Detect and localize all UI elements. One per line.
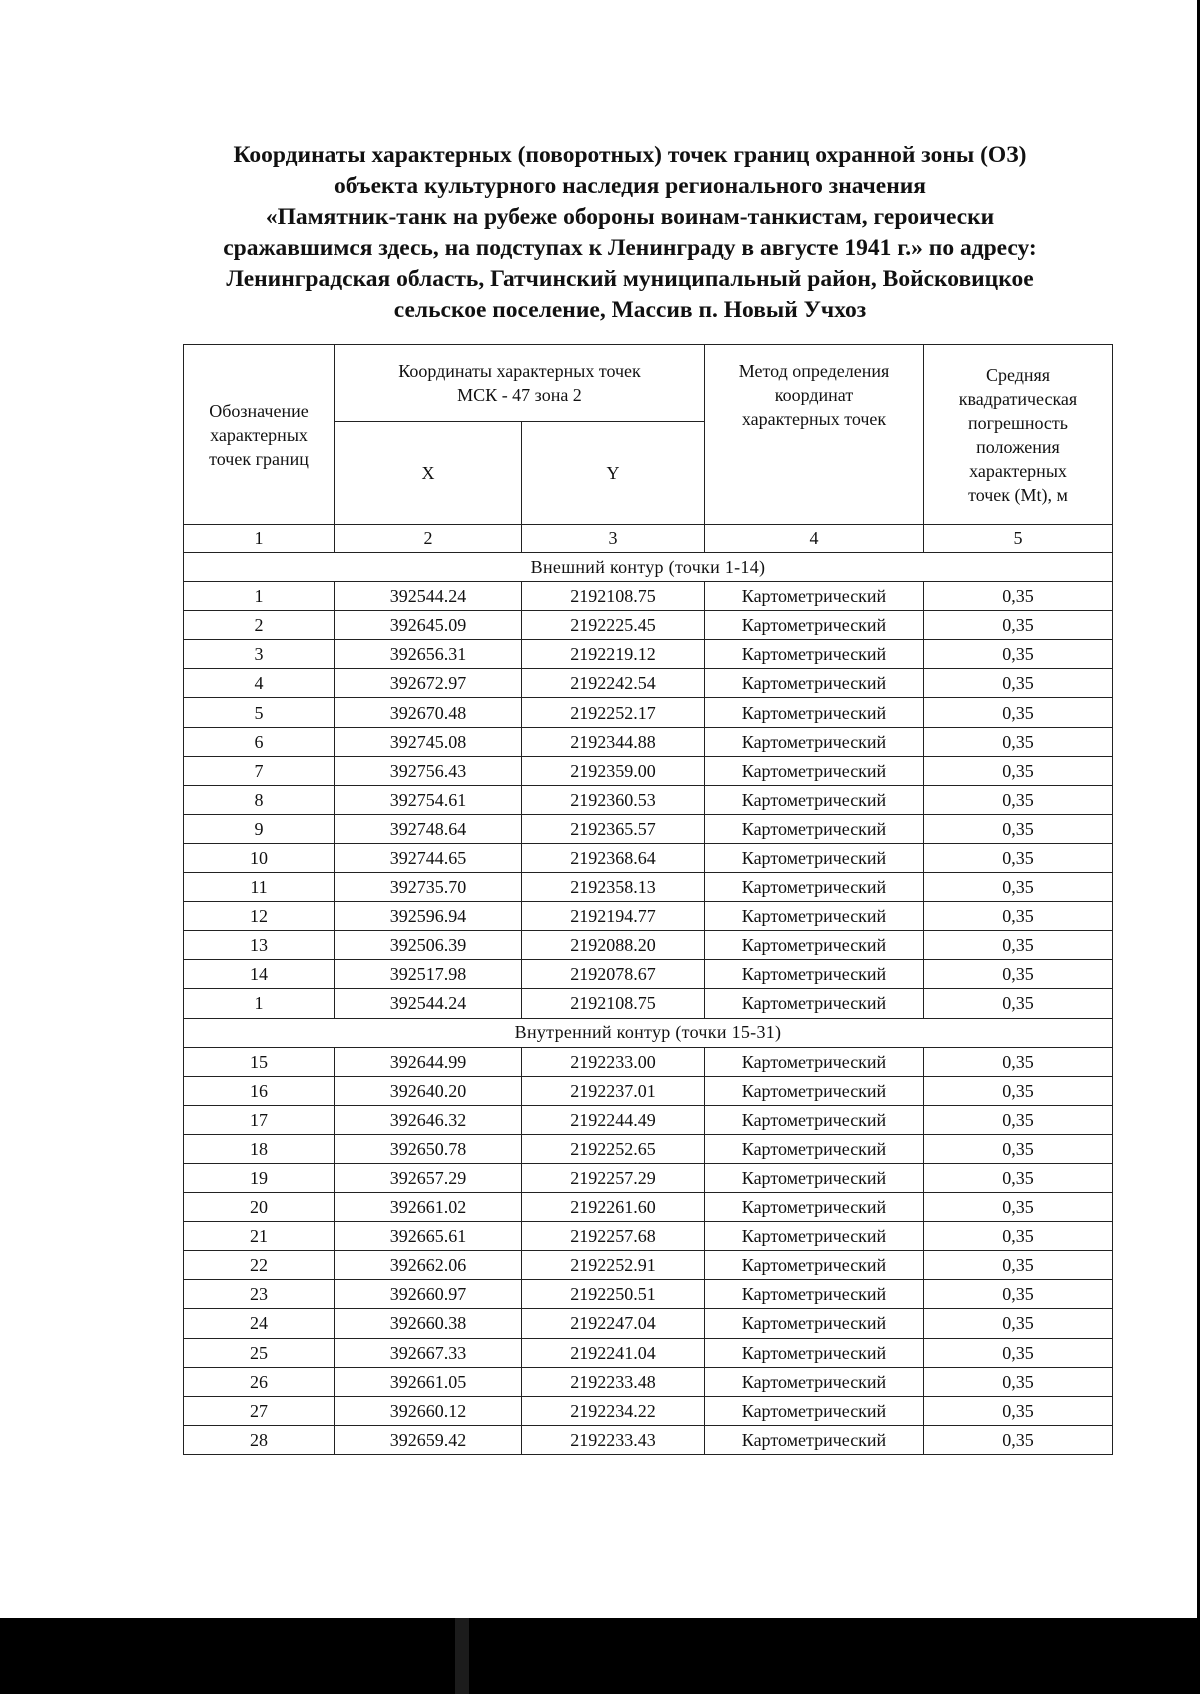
- cell-x: 392596.94: [335, 902, 522, 931]
- cell-y: 2192257.68: [522, 1222, 705, 1251]
- header-line: МСК - 47 зона 2: [457, 385, 582, 405]
- cell-point-id: 15: [184, 1047, 335, 1076]
- cell-y: 2192194.77: [522, 902, 705, 931]
- cell-y: 2192359.00: [522, 756, 705, 785]
- cell-mean-error: 0,35: [924, 1280, 1113, 1309]
- scan-border-bottom: [0, 1618, 1200, 1694]
- cell-x: 392646.32: [335, 1105, 522, 1134]
- cell-method: Картометрический: [705, 611, 924, 640]
- cell-mean-error: 0,35: [924, 1396, 1113, 1425]
- cell-y: 2192242.54: [522, 669, 705, 698]
- cell-point-id: 13: [184, 931, 335, 960]
- cell-mean-error: 0,35: [924, 669, 1113, 698]
- cell-point-id: 21: [184, 1222, 335, 1251]
- cell-method: Картометрический: [705, 669, 924, 698]
- cell-method: Картометрический: [705, 843, 924, 872]
- cell-method: Картометрический: [705, 698, 924, 727]
- cell-method: Картометрический: [705, 1105, 924, 1134]
- title-line: сельское поселение, Массив п. Новый Учхоз: [393, 297, 867, 323]
- header-point-id: [184, 345, 335, 525]
- cell-x: 392661.05: [335, 1367, 522, 1396]
- table-row: [184, 1163, 1113, 1192]
- header-line: квадратическая: [958, 388, 1078, 409]
- cell-mean-error: 0,35: [924, 1251, 1113, 1280]
- cell-method: Картометрический: [705, 1309, 924, 1338]
- header-y: Y: [522, 422, 705, 525]
- cell-method: Картометрический: [705, 1222, 924, 1251]
- cell-method: Картометрический: [705, 1396, 924, 1425]
- cell-method: Картометрический: [705, 1163, 924, 1192]
- table-row: [184, 727, 1113, 756]
- cell-y: 2192360.53: [522, 785, 705, 814]
- table-row: [184, 873, 1113, 902]
- cell-y: 2192257.29: [522, 1163, 705, 1192]
- header-line: Метод определения: [738, 361, 890, 381]
- cell-x: 392735.70: [335, 873, 522, 902]
- table-row: [184, 902, 1113, 931]
- cell-x: 392670.48: [335, 698, 522, 727]
- table-row: [184, 1338, 1113, 1367]
- cell-mean-error: 0,35: [924, 1338, 1113, 1367]
- cell-point-id: 20: [184, 1193, 335, 1222]
- cell-point-id: 28: [184, 1425, 335, 1454]
- cell-y: 2192225.45: [522, 611, 705, 640]
- cell-mean-error: 0,35: [924, 1134, 1113, 1163]
- table-row: [184, 1105, 1113, 1134]
- cell-x: 392665.61: [335, 1222, 522, 1251]
- cell-method: Картометрический: [705, 640, 924, 669]
- cell-mean-error: 0,35: [924, 640, 1113, 669]
- cell-x: 392640.20: [335, 1076, 522, 1105]
- cell-mean-error: 0,35: [924, 611, 1113, 640]
- cell-method: Картометрический: [705, 1251, 924, 1280]
- cell-point-id: 9: [184, 814, 335, 843]
- header-coordinates-group: [335, 345, 705, 422]
- table-row: [184, 843, 1113, 872]
- cell-x: 392672.97: [335, 669, 522, 698]
- cell-x: 392544.24: [335, 582, 522, 611]
- cell-mean-error: 0,35: [924, 1163, 1113, 1192]
- cell-method: Картометрический: [705, 989, 924, 1018]
- cell-point-id: 22: [184, 1251, 335, 1280]
- table-row: [184, 989, 1113, 1018]
- cell-point-id: 19: [184, 1163, 335, 1192]
- cell-x: 392660.97: [335, 1280, 522, 1309]
- column-number: 2: [335, 525, 522, 553]
- header-line: Обозначение: [209, 400, 309, 421]
- table-row: [184, 960, 1113, 989]
- table-row: [184, 756, 1113, 785]
- cell-point-id: 1: [184, 989, 335, 1018]
- cell-mean-error: 0,35: [924, 1076, 1113, 1105]
- cell-method: Картометрический: [705, 1367, 924, 1396]
- cell-y: 2192252.65: [522, 1134, 705, 1163]
- cell-method: Картометрический: [705, 1134, 924, 1163]
- cell-method: Картометрический: [705, 1280, 924, 1309]
- cell-y: 2192078.67: [522, 960, 705, 989]
- cell-point-id: 26: [184, 1367, 335, 1396]
- column-number: 3: [522, 525, 705, 553]
- cell-mean-error: 0,35: [924, 1047, 1113, 1076]
- cell-y: 2192088.20: [522, 931, 705, 960]
- column-number: 4: [705, 525, 924, 553]
- table-row: [184, 785, 1113, 814]
- section-label: Внутренний контур (точки 15-31): [184, 1018, 1113, 1047]
- cell-method: Картометрический: [705, 1076, 924, 1105]
- table-row: [184, 1251, 1113, 1280]
- cell-x: 392657.29: [335, 1163, 522, 1192]
- cell-y: 2192233.00: [522, 1047, 705, 1076]
- cell-x: 392506.39: [335, 931, 522, 960]
- table-row: [184, 582, 1113, 611]
- cell-x: 392662.06: [335, 1251, 522, 1280]
- cell-mean-error: 0,35: [924, 756, 1113, 785]
- section-row: [184, 1018, 1113, 1047]
- cell-y: 2192250.51: [522, 1280, 705, 1309]
- cell-x: 392644.99: [335, 1047, 522, 1076]
- header-line: Средняя: [985, 364, 1051, 385]
- header-line: характерных точек: [741, 409, 887, 429]
- table-row: [184, 1076, 1113, 1105]
- header-method: [705, 345, 924, 525]
- cell-y: 2192108.75: [522, 582, 705, 611]
- cell-point-id: 24: [184, 1309, 335, 1338]
- cell-method: Картометрический: [705, 902, 924, 931]
- table-row: [184, 931, 1113, 960]
- cell-method: Картометрический: [705, 1047, 924, 1076]
- cell-method: Картометрический: [705, 931, 924, 960]
- cell-x: 392756.43: [335, 756, 522, 785]
- table-row: [184, 1047, 1113, 1076]
- title-line: «Памятник-танк на рубеже обороны воинам-танкистам, героически: [265, 204, 995, 230]
- cell-x: 392745.08: [335, 727, 522, 756]
- cell-point-id: 11: [184, 873, 335, 902]
- cell-mean-error: 0,35: [924, 814, 1113, 843]
- column-number: 1: [184, 525, 335, 553]
- coordinates-table: [183, 344, 1113, 1455]
- table-row: [184, 640, 1113, 669]
- table-row: [184, 1396, 1113, 1425]
- cell-point-id: 3: [184, 640, 335, 669]
- cell-mean-error: 0,35: [924, 989, 1113, 1018]
- table-row: [184, 669, 1113, 698]
- cell-point-id: 14: [184, 960, 335, 989]
- cell-x: 392744.65: [335, 843, 522, 872]
- cell-point-id: 8: [184, 785, 335, 814]
- cell-method: Картометрический: [705, 814, 924, 843]
- column-number: 5: [924, 525, 1113, 553]
- table-row: [184, 814, 1113, 843]
- cell-point-id: 17: [184, 1105, 335, 1134]
- section-label: Внешний контур (точки 1-14): [184, 553, 1113, 582]
- table-row: [184, 1280, 1113, 1309]
- cell-x: 392656.31: [335, 640, 522, 669]
- cell-x: 392667.33: [335, 1338, 522, 1367]
- cell-y: 2192365.57: [522, 814, 705, 843]
- cell-x: 392748.64: [335, 814, 522, 843]
- cell-method: Картометрический: [705, 756, 924, 785]
- cell-method: Картометрический: [705, 582, 924, 611]
- cell-method: Картометрический: [705, 960, 924, 989]
- cell-y: 2192368.64: [522, 843, 705, 872]
- cell-y: 2192237.01: [522, 1076, 705, 1105]
- cell-method: Картометрический: [705, 785, 924, 814]
- cell-method: Картометрический: [705, 873, 924, 902]
- cell-mean-error: 0,35: [924, 1222, 1113, 1251]
- cell-y: 2192233.48: [522, 1367, 705, 1396]
- header-line: характерных: [969, 460, 1067, 481]
- header-line: положения: [976, 436, 1060, 457]
- cell-y: 2192252.91: [522, 1251, 705, 1280]
- cell-mean-error: 0,35: [924, 843, 1113, 872]
- cell-point-id: 18: [184, 1134, 335, 1163]
- cell-point-id: 23: [184, 1280, 335, 1309]
- cell-y: 2192358.13: [522, 873, 705, 902]
- title-line: сражавшимся здесь, на подступах к Ленинграду в августе 1941 г.» по адресу:: [223, 235, 1037, 261]
- cell-y: 2192252.17: [522, 698, 705, 727]
- cell-point-id: 10: [184, 843, 335, 872]
- cell-y: 2192108.75: [522, 989, 705, 1018]
- cell-x: 392517.98: [335, 960, 522, 989]
- cell-y: 2192234.22: [522, 1396, 705, 1425]
- cell-mean-error: 0,35: [924, 785, 1113, 814]
- header-line: погрешность: [967, 412, 1068, 433]
- cell-point-id: 5: [184, 698, 335, 727]
- header-line: точек границ: [209, 448, 309, 469]
- table-row: [184, 611, 1113, 640]
- cell-mean-error: 0,35: [924, 698, 1113, 727]
- cell-y: 2192241.04: [522, 1338, 705, 1367]
- table-row: [184, 1193, 1113, 1222]
- scan-border-seam: [455, 1618, 469, 1694]
- cell-point-id: 25: [184, 1338, 335, 1367]
- cell-mean-error: 0,35: [924, 1193, 1113, 1222]
- cell-y: 2192247.04: [522, 1309, 705, 1338]
- cell-y: 2192244.49: [522, 1105, 705, 1134]
- header-x: X: [335, 422, 522, 525]
- cell-point-id: 2: [184, 611, 335, 640]
- cell-mean-error: 0,35: [924, 1105, 1113, 1134]
- table-row: [184, 698, 1113, 727]
- header-line: характерных: [210, 424, 308, 445]
- cell-x: 392660.38: [335, 1309, 522, 1338]
- column-number-row: [184, 525, 1113, 553]
- table-row: [184, 1134, 1113, 1163]
- header-row: [184, 345, 1113, 422]
- cell-x: 392659.42: [335, 1425, 522, 1454]
- table-row: [184, 1222, 1113, 1251]
- cell-point-id: 16: [184, 1076, 335, 1105]
- cell-point-id: 27: [184, 1396, 335, 1425]
- cell-mean-error: 0,35: [924, 1309, 1113, 1338]
- cell-y: 2192344.88: [522, 727, 705, 756]
- header-line: точек (Mt), м: [968, 484, 1068, 505]
- cell-y: 2192219.12: [522, 640, 705, 669]
- title-line: объекта культурного наследия регионального значения: [333, 173, 927, 199]
- cell-method: Картометрический: [705, 1193, 924, 1222]
- cell-y: 2192261.60: [522, 1193, 705, 1222]
- table-row: [184, 1309, 1113, 1338]
- header-line: координат: [774, 385, 854, 405]
- cell-x: 392660.12: [335, 1396, 522, 1425]
- section-row: [184, 553, 1113, 582]
- cell-point-id: 7: [184, 756, 335, 785]
- cell-point-id: 4: [184, 669, 335, 698]
- title-line: Ленинградская область, Гатчинский муниципальный район, Войсковицкое: [226, 266, 1034, 292]
- cell-point-id: 12: [184, 902, 335, 931]
- cell-y: 2192233.43: [522, 1425, 705, 1454]
- cell-mean-error: 0,35: [924, 931, 1113, 960]
- title-line: Координаты характерных (поворотных) точек границ охранной зоны (ОЗ): [233, 142, 1027, 168]
- cell-x: 392645.09: [335, 611, 522, 640]
- cell-mean-error: 0,35: [924, 1367, 1113, 1396]
- cell-x: 392544.24: [335, 989, 522, 1018]
- table-row: [184, 1425, 1113, 1454]
- cell-x: 392754.61: [335, 785, 522, 814]
- cell-method: Картометрический: [705, 1338, 924, 1367]
- cell-mean-error: 0,35: [924, 1425, 1113, 1454]
- cell-x: 392661.02: [335, 1193, 522, 1222]
- cell-mean-error: 0,35: [924, 727, 1113, 756]
- cell-mean-error: 0,35: [924, 582, 1113, 611]
- cell-x: 392650.78: [335, 1134, 522, 1163]
- cell-point-id: 1: [184, 582, 335, 611]
- cell-method: Картометрический: [705, 1425, 924, 1454]
- cell-method: Картометрический: [705, 727, 924, 756]
- cell-point-id: 6: [184, 727, 335, 756]
- cell-mean-error: 0,35: [924, 960, 1113, 989]
- table-row: [184, 1367, 1113, 1396]
- header-mean-error: [924, 345, 1113, 525]
- cell-mean-error: 0,35: [924, 873, 1113, 902]
- cell-mean-error: 0,35: [924, 902, 1113, 931]
- document-title: [150, 140, 1110, 326]
- header-line: Координаты характерных точек: [398, 361, 641, 381]
